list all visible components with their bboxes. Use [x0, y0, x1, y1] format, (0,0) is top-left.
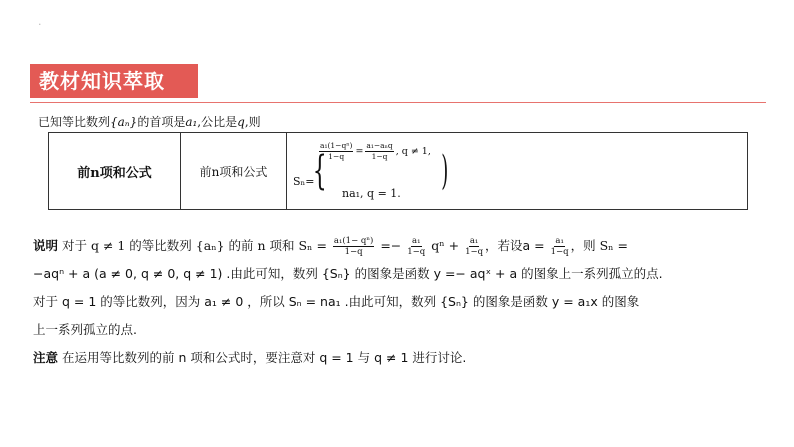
text-segment: qⁿ + — [427, 238, 464, 253]
intro-sentence — [38, 113, 261, 130]
note-keyword: 说明 — [33, 238, 59, 253]
intro-q: q — [237, 115, 245, 129]
intro-prefix: 已知等比数列 — [38, 115, 111, 129]
intro-mid1: 的首项是 — [137, 115, 186, 129]
fraction-numerator: a₁ — [555, 236, 564, 246]
attention-keyword: 注意 — [33, 350, 59, 365]
fraction-numerator: a₁−aₙq — [366, 141, 393, 150]
formula-name-cell-2: 前n项和公式 — [181, 133, 287, 210]
attention-line — [33, 344, 768, 372]
formula-cases-cell — [287, 133, 748, 210]
fraction — [465, 236, 483, 257]
case-q-equals-1: na₁, q = 1. — [342, 187, 401, 200]
formula-table — [48, 132, 748, 210]
explanation-line-4: 上一系列孤立的点. — [33, 322, 137, 337]
text-segment: ，则 Sₙ = — [570, 238, 629, 253]
case-q-not-1 — [319, 141, 431, 162]
left-brace: { — [312, 148, 327, 194]
fraction-denominator: 1−q — [465, 247, 484, 257]
sn-label: Sₙ= — [293, 175, 315, 188]
equals-sign: = — [355, 146, 364, 157]
fraction — [407, 236, 425, 257]
fraction-denominator: 1−q — [328, 152, 345, 161]
fraction-numerator: a₁(1− qⁿ) — [333, 236, 374, 246]
fraction-denominator: 1−q — [550, 247, 569, 257]
fraction-numerator: a₁ — [412, 236, 421, 246]
fraction — [333, 236, 374, 257]
explanation-line-2: −aqⁿ + a (a ≠ 0, q ≠ 0, q ≠ 1) .由此可知，数列 {Sₙ} 的图象是函数 y =− aqˣ + a 的图象上一系列孤立的点. — [33, 266, 663, 281]
decorative-dot: · — [38, 18, 42, 31]
text-segment: 对于 q ≠ 1 的等比数列 {aₙ} 的前 n 项和 Sₙ = — [58, 238, 331, 253]
title-underline — [30, 102, 766, 103]
intro-seq: {aₙ} — [110, 115, 138, 129]
intro-mid2: ,公比是 — [197, 115, 238, 129]
section-title: 教材知识萃取 — [30, 64, 198, 98]
text-segment: ，若设a = — [485, 238, 549, 253]
explanation-line-3: 对于 q = 1 的等比数列，因为 a₁ ≠ 0 ，所以 Sₙ = na₁ .由此可知，数列 {Sₙ} 的图象是函数 y = a₁x 的图象 — [33, 294, 640, 309]
fraction-denominator: 1−q — [407, 247, 426, 257]
explanation-line-1 — [33, 232, 768, 260]
fraction-denominator: 1−q — [371, 152, 388, 161]
fraction — [551, 236, 569, 257]
right-paren: ) — [441, 148, 449, 194]
case1-condition: , q ≠ 1, — [395, 146, 431, 157]
fraction-numerator: a₁ — [469, 236, 479, 246]
intro-suffix: ,则 — [244, 115, 261, 129]
intro-a1: a₁ — [185, 115, 198, 129]
explanation-block — [33, 232, 768, 372]
attention-text: 在运用等比数列的前 n 项和公式时，要注意对 q = 1 与 q ≠ 1 进行讨论. — [58, 350, 467, 365]
fraction-numerator: a₁(1−qⁿ) — [320, 141, 353, 150]
fraction — [365, 141, 393, 162]
formula-name-cell: 前n项和公式 — [49, 133, 181, 210]
fraction — [319, 141, 353, 162]
formula-row — [49, 133, 748, 210]
fraction-denominator: 1−q — [344, 247, 363, 257]
text-segment: =− — [376, 238, 406, 253]
